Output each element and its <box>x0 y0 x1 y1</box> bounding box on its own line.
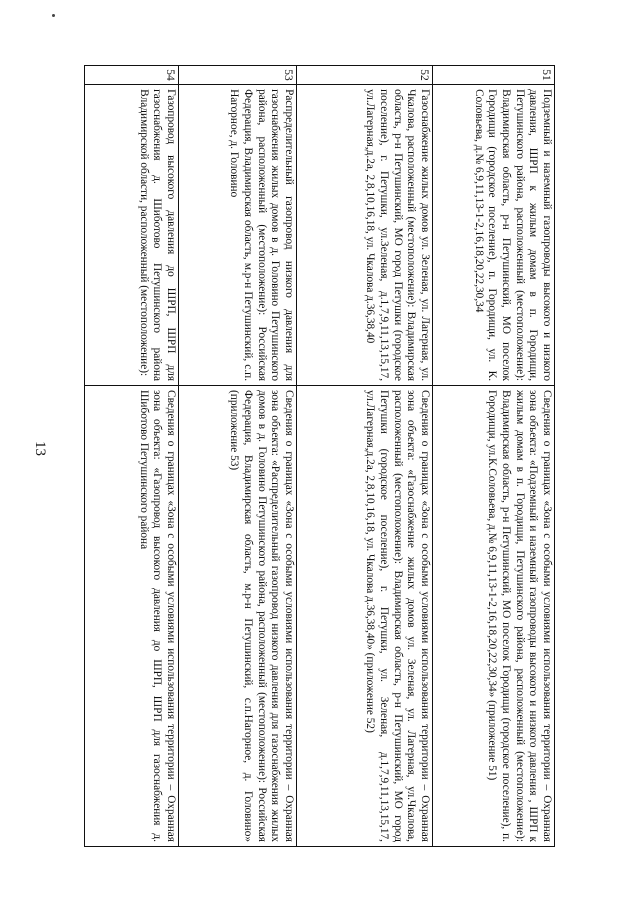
object-description: Подземный и наземный газопроводы высокого и низкого давления, ШРП к жилым домам в п. Городищи, Петушинского района, расположенный (местоположение): Владимирская область, р-н Петушинский, МО поселок Городищи (городское поселение), п. Городищи, ул. К. Соловьева, д.№ 6,9,11,13-1-2,16,18,20,22,30,34 <box>433 85 555 386</box>
registry-table <box>85 65 555 847</box>
table-row <box>179 66 297 847</box>
row-number: 53 <box>179 66 297 85</box>
zone-documents: Сведения о границах «Зона с особыми условиями использования территории – Охранная зона объекта: «Подземный и наземный газопроводы высокого и низкого давления , ШРП к жилым домам в п. Городищи, Петушинского района, расположенный (местоположение): Владимирская область, р-н Петушинский, МО поселок Городищи (городское поселение), п. Городищи, ул.К.Соловьева, д.№ 6,9,11,13-1-2,16,18,20,22,30,34» (приложение 51) <box>433 386 555 847</box>
object-description: Газопровод высокого давления до ШРП, ШРП для газоснабжения д. Шиботово Петушинского района Владимирской области, расположенный (местоположение): <box>85 85 179 386</box>
row-number: 54 <box>85 66 179 85</box>
table-row <box>433 66 555 847</box>
zone-documents: Сведения о границах «Зона с особыми условиями использования территории – Охранная зона объекта: «Газопровод высокого давления до ШРП, ШРП для газоснабжения д. Шиботово Петушинского района <box>85 386 179 847</box>
row-number: 52 <box>297 66 433 85</box>
zone-documents: Сведения о границах «Зона с особыми условиями использования территории – Охранная зона объекта: «Газоснабжение жилых домов ул. Зеленая, ул. Лагерная, ул.Чкалова, расположенный (местоположение): Владимирская область, р-н Петушинский, МО город Петушки (городское поселение), г. Петушки, ул. Зеленая, д.1,7,9,11,13,15,17, ул.Лагерная,д.2а, 2,8,10,16,18, ул. Чкалова д.36,38,40» (приложение 52) <box>297 386 433 847</box>
row-number: 51 <box>433 66 555 85</box>
page-number: 13 <box>32 441 48 456</box>
table-row <box>297 66 433 847</box>
object-description: Распределительный газопровод низкого давления для газоснабжения жилых домов в д. Головино Петушинского района, расположенный (местоположение): Российская Федерация, Владимирская область, м.р-н Петушинский, с.п. Нагорное, д. Головино <box>179 85 297 386</box>
object-description: Газоснабжение жилых домов ул. Зеленая, ул. Лагерная, ул. Чкалова, расположенный (местоположение): Владимирская область, р-н Петушинский, МО город Петушки (городское поселение), г. Петушки, ул.Зеленая, д.1,7,9,11,13,15,17, ул.Лагерная,д.2а, 2,8,10,16,18, ул. Чкалова д.36,38,40 <box>297 85 433 386</box>
zone-documents: Сведения о границах «Зона с особыми условиями использования территории – Охранная зона объекта: «Распределительный газопровод низкого давления для газоснабжения жилых домов в д. Головино Петушинского района, расположенный (местоположение): Российская Федерация, Владимирская область, м.р-н Петушинский, с.п.Нагорное, д. Головино» (приложение 53) <box>179 386 297 847</box>
scan-speck <box>52 14 55 17</box>
zones-table <box>84 65 555 847</box>
table-row <box>85 66 179 847</box>
